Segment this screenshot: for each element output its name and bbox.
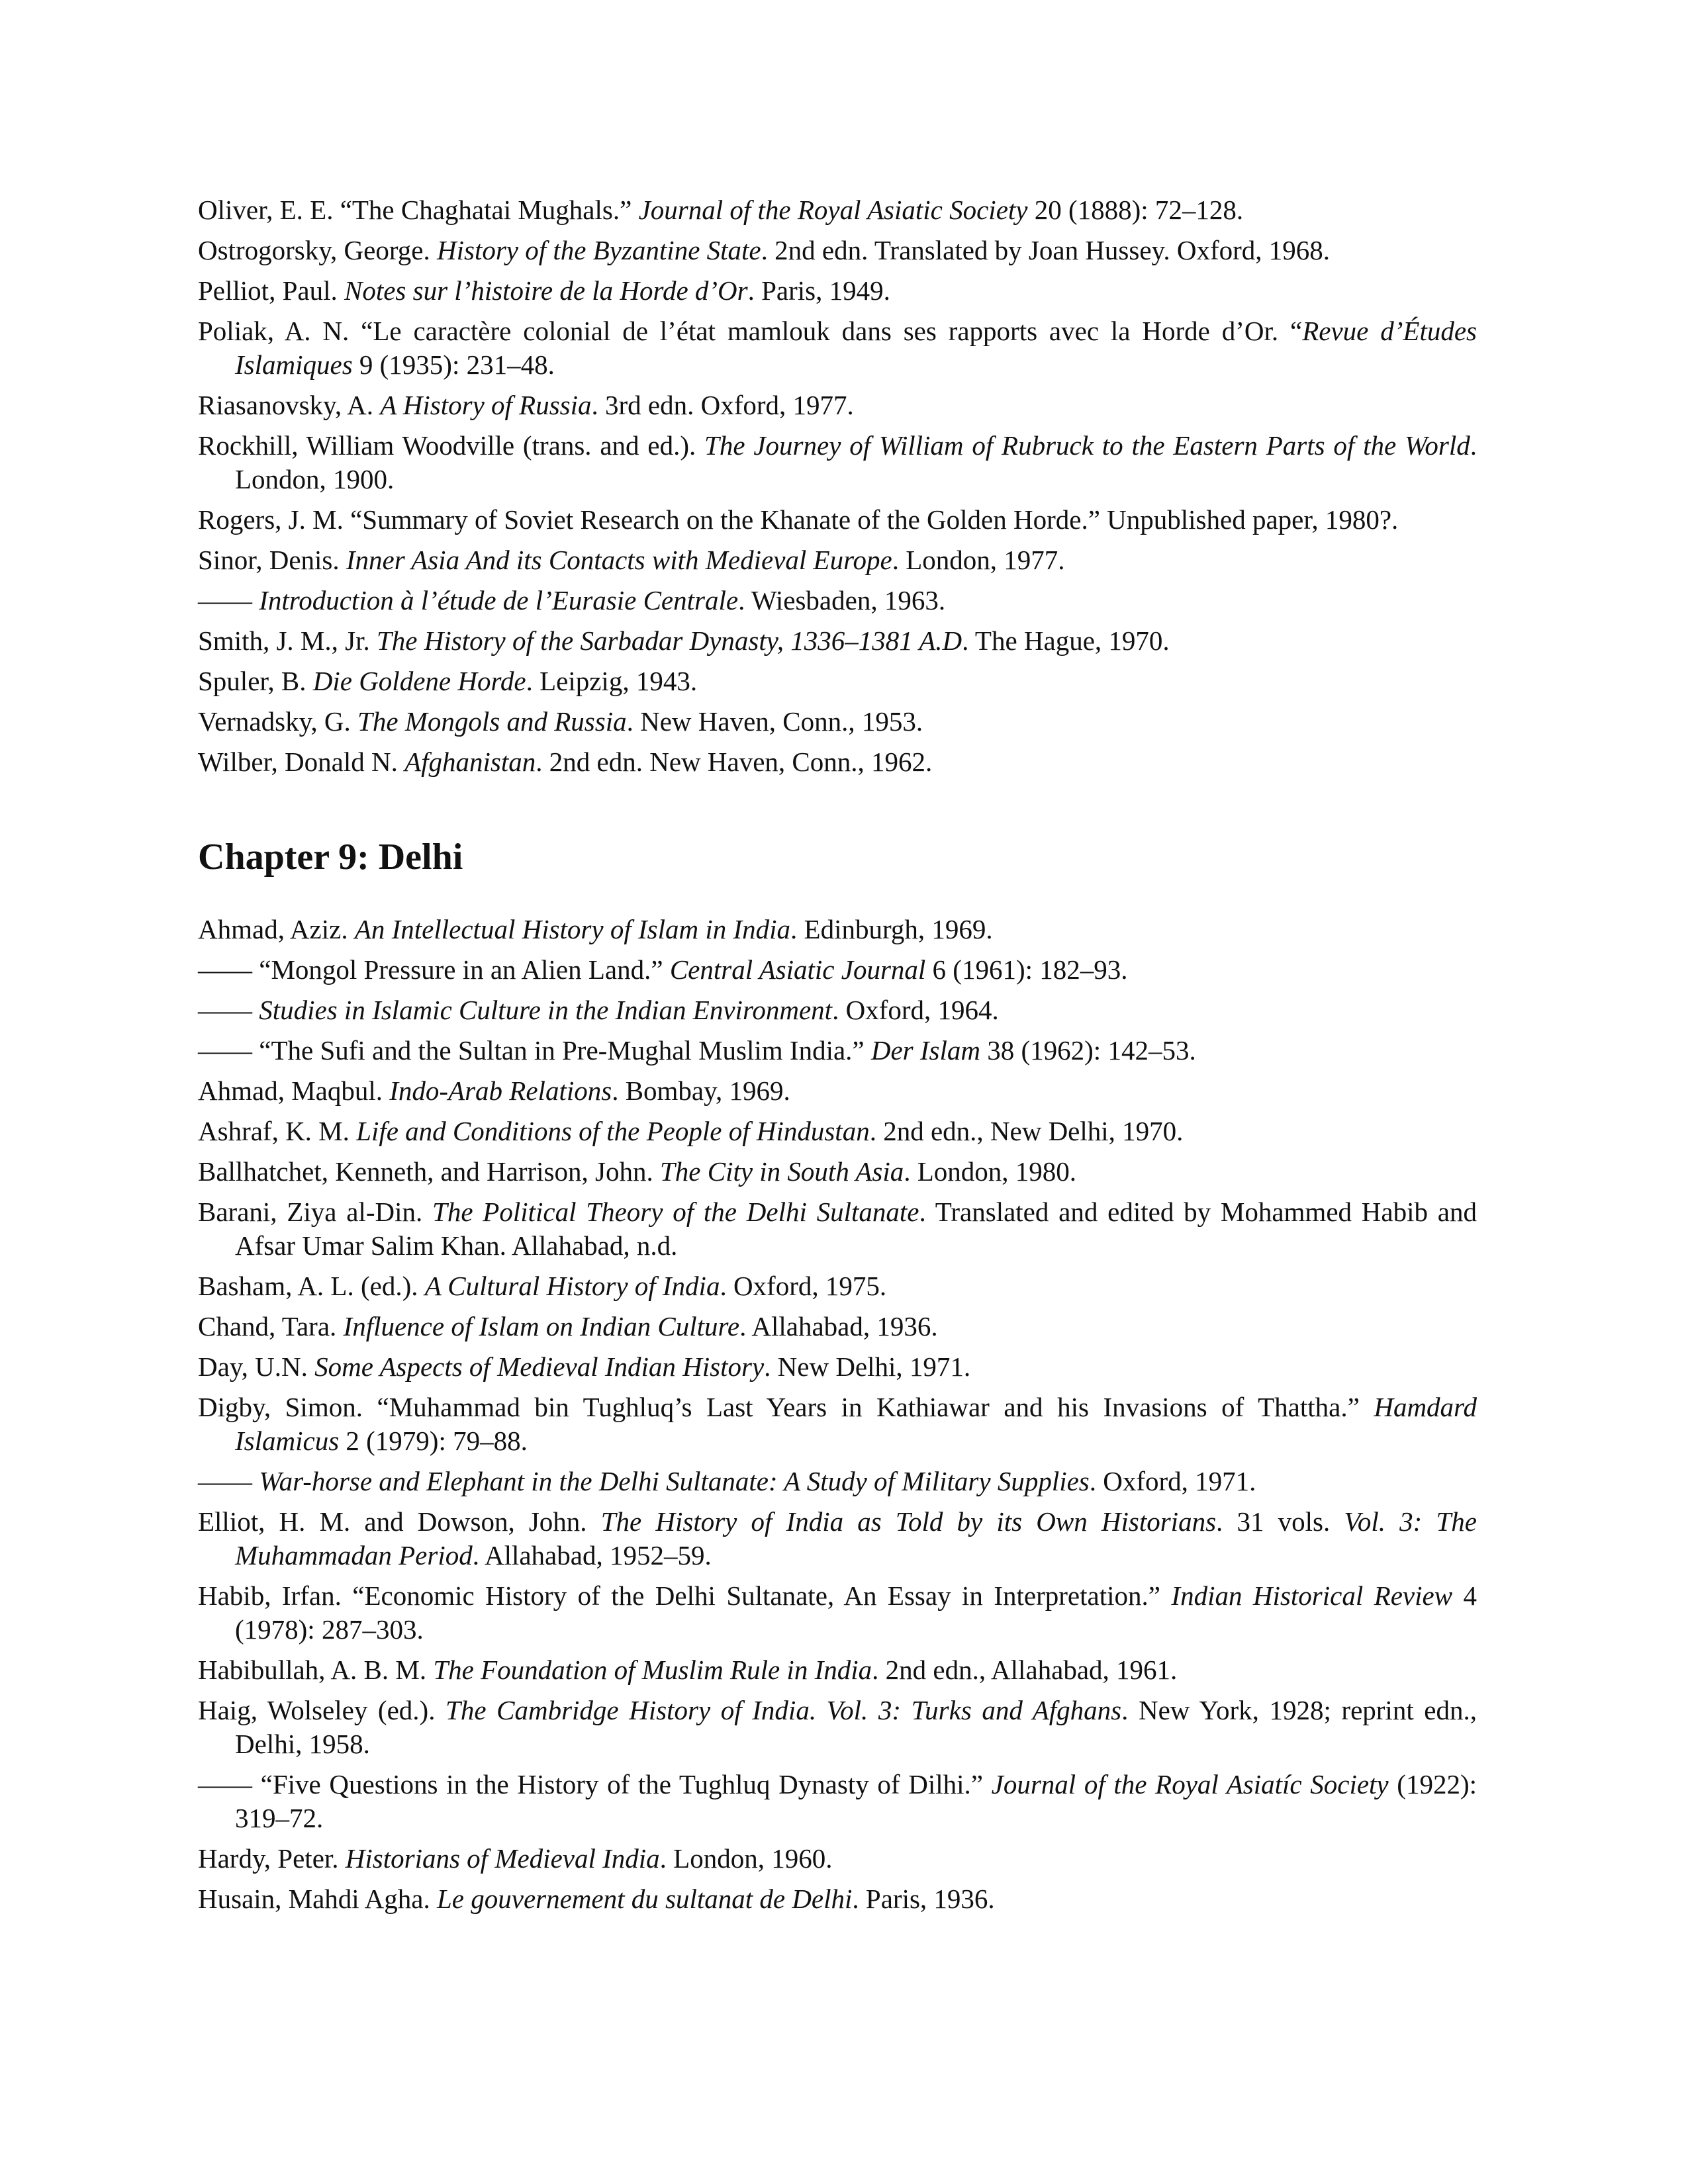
entry-text: Sinor, Denis. (198, 545, 346, 575)
entry-text: . Paris, 1936. (852, 1884, 995, 1914)
entry-text: Elliot, H. M. and Dowson, John. (198, 1506, 601, 1537)
entry-text: 38 (1962): 142–53. (980, 1035, 1196, 1066)
entry-text: . Edinburgh, 1969. (790, 914, 993, 944)
entry-text: Hardy, Peter. (198, 1843, 346, 1874)
entry-text: 6 (1961): 182–93. (925, 954, 1128, 985)
bibliography-entry (198, 1390, 1477, 1458)
entry-title: Revue d’Études Islamiques (235, 316, 1477, 380)
entry-text: Barani, Ziya al-Din. (198, 1197, 433, 1227)
bibliography-entry (198, 1505, 1477, 1572)
entry-text: . London, 1980. (904, 1156, 1077, 1187)
chapter-heading: Chapter 9: Delhi (198, 837, 463, 878)
entry-title: The Political Theory of the Delhi Sultanate (432, 1197, 919, 1227)
entry-title: Central Asiatic Journal (669, 954, 926, 985)
bibliography-entry (198, 503, 1477, 537)
entry-text: Rockhill, William Woodville (trans. and ed.). (198, 430, 705, 461)
bibliography-entry (198, 1842, 1477, 1876)
entry-text: (1922): 319–72. (235, 1769, 1477, 1833)
bibliography-entry (198, 1882, 1477, 1916)
entry-text: —— “The Sufi and the Sultan in Pre-Mughal Muslim India.” (198, 1035, 871, 1066)
entry-text: . Wiesbaden, 1963. (738, 585, 946, 615)
entry-text: . The Hague, 1970. (962, 625, 1170, 656)
entry-text: 4 (1978): 287–303. (235, 1580, 1477, 1645)
entry-title: Some Aspects of Medieval Indian History (314, 1351, 765, 1382)
bibliography-entry (198, 1074, 1477, 1108)
entry-text: . Oxford, 1971. (1089, 1466, 1256, 1496)
entry-title: Indian Historical Review (1171, 1580, 1453, 1611)
bibliography-entry (198, 1350, 1477, 1384)
entry-text: Ashraf, K. M. (198, 1116, 357, 1146)
entry-text: . New Haven, Conn., 1953. (626, 706, 923, 737)
entry-title: Hamdard Islamicus (235, 1392, 1477, 1456)
entry-title: Indo-Arab Relations (389, 1075, 612, 1106)
entry-text: . Allahabad, 1936. (739, 1311, 938, 1342)
entry-text: . Paris, 1949. (747, 275, 890, 306)
entry-text: . 2nd edn. New Haven, Conn., 1962. (536, 747, 933, 777)
entry-text: Oliver, E. E. “The Chaghatai Mughals.” (198, 195, 639, 225)
entry-title: A History of Russia (380, 390, 592, 420)
entry-text: Spuler, B. (198, 666, 313, 696)
entry-text: . 2nd edn., New Delhi, 1970. (869, 1116, 1184, 1146)
entry-text: . London, 1900. (235, 430, 1477, 494)
entry-text: —— (198, 1466, 259, 1496)
entry-text: Pelliot, Paul. (198, 275, 344, 306)
entry-text: . Allahabad, 1952–59. (472, 1540, 712, 1570)
entry-title: The Mongols and Russia (357, 706, 627, 737)
entry-text: Digby, Simon. “Muhammad bin Tughluq’s Last Years in Kathiawar and his Invasions of Thattha.” (198, 1392, 1374, 1422)
bibliography-entry (198, 913, 1477, 946)
entry-title: Journal of the Royal Asiatic Society (638, 195, 1028, 225)
entry-text: . New Delhi, 1971. (764, 1351, 971, 1382)
entry-title: War-horse and Elephant in the Delhi Sultanate: A Study of Military Supplies (259, 1466, 1090, 1496)
bibliography-entry (198, 953, 1477, 987)
entry-text: . Bombay, 1969. (612, 1075, 790, 1106)
bibliography-entry (198, 193, 1477, 227)
entry-title: The History of India as Told by its Own Historians (600, 1506, 1217, 1537)
entry-text: Rogers, J. M. “Summary of Soviet Research on the Khanate of the Golden Horde.” Unpublished paper, 1980?. (198, 504, 1399, 535)
entry-title: Le gouvernement du sultanat de Delhi (437, 1884, 853, 1914)
entry-title: Vol. 3: The Muhammadan Period (235, 1506, 1477, 1570)
bibliography-entry (198, 1694, 1477, 1761)
bibliography-entry (198, 314, 1477, 382)
bibliography-entry (198, 234, 1477, 267)
bibliography-entry (198, 705, 1477, 739)
bibliography-entry (198, 1269, 1477, 1303)
entry-text: 2 (1979): 79–88. (339, 1426, 528, 1456)
entry-title: Life and Conditions of the People of Hindustan (356, 1116, 870, 1146)
entry-list (198, 913, 1477, 1916)
entry-title: A Cultural History of India (424, 1271, 720, 1301)
entry-text: . Translated and edited by Mohammed Habib and Afsar Umar Salim Khan. Allahabad, n.d. (235, 1197, 1477, 1261)
entry-text: . Oxford, 1975. (720, 1271, 887, 1301)
entry-text: —— (198, 995, 259, 1025)
entry-text: Habib, Irfan. “Economic History of the Delhi Sultanate, An Essay in Interpretation.” (198, 1580, 1172, 1611)
entry-text: Wilber, Donald N. (198, 747, 405, 777)
bibliography-entry (198, 388, 1477, 422)
entry-text: Husain, Mahdi Agha. (198, 1884, 437, 1914)
entry-title: The Journey of William of Rubruck to the Eastern Parts of the World (704, 430, 1470, 461)
entry-text: Ballhatchet, Kenneth, and Harrison, John. (198, 1156, 660, 1187)
entry-text: . Oxford, 1964. (832, 995, 999, 1025)
entry-title: The History of the Sarbadar Dynasty, 1336–1381 A.D (376, 625, 962, 656)
entry-text: Ostrogorsky, George. (198, 235, 437, 265)
entry-title: Afghanistan (404, 747, 536, 777)
entry-text: Day, U.N. (198, 1351, 315, 1382)
entry-text: 9 (1935): 231–48. (352, 349, 555, 380)
bibliography-entry (198, 664, 1477, 698)
entry-list (198, 193, 1477, 779)
bibliography-entry (198, 274, 1477, 308)
entry-title: Studies in Islamic Culture in the Indian Environment (259, 995, 833, 1025)
entry-text: Chand, Tara. (198, 1311, 344, 1342)
bibliography-entry (198, 1155, 1477, 1189)
entry-text: Basham, A. L. (ed.). (198, 1271, 425, 1301)
bibliography-entry (198, 624, 1477, 658)
entry-text: . New York, 1928; reprint edn., Delhi, 1958. (235, 1695, 1477, 1759)
bibliography-entry (198, 543, 1477, 577)
bibliography-entry (198, 584, 1477, 617)
entry-title: Inner Asia And its Contacts with Medieval Europe (346, 545, 892, 575)
bibliography-entry (198, 1465, 1477, 1498)
entry-text: Poliak, A. N. “Le caractère colonial de l’état mamlouk dans ses rapports avec la Horde d’Or. “ (198, 316, 1303, 346)
bibliography-entry (198, 993, 1477, 1027)
entry-text: —— “Five Questions in the History of the Tughluq Dynasty of Dilhi.” (198, 1769, 992, 1799)
bibliography-entry (198, 1115, 1477, 1148)
entry-text: . 2nd edn. Translated by Joan Hussey. Oxford, 1968. (761, 235, 1331, 265)
bibliography-entry (198, 1310, 1477, 1343)
entry-title: The Cambridge History of India. Vol. 3: Turks and Afghans (445, 1695, 1122, 1725)
bibliography-entry (198, 1653, 1477, 1687)
entry-text: Habibullah, A. B. M. (198, 1655, 434, 1685)
entry-text: Ahmad, Maqbul. (198, 1075, 390, 1106)
entry-text: 20 (1888): 72–128. (1027, 195, 1244, 225)
entry-title: Die Goldene Horde (312, 666, 526, 696)
entry-text: . Leipzig, 1943. (526, 666, 698, 696)
bibliography-entry (198, 1579, 1477, 1647)
entry-text: —— (198, 585, 259, 615)
entry-text: . London, 1960. (659, 1843, 833, 1874)
bibliography-entry (198, 1768, 1477, 1835)
entry-title: Notes sur l’histoire de la Horde d’Or (344, 275, 748, 306)
bibliography-section-delhi (198, 913, 1477, 1916)
entry-text: . 31 vols. (1216, 1506, 1344, 1537)
entry-title: The City in South Asia (659, 1156, 904, 1187)
bibliography-entry (198, 429, 1477, 496)
entry-title: Historians of Medieval India (345, 1843, 660, 1874)
entry-text: —— “Mongol Pressure in an Alien Land.” (198, 954, 670, 985)
entry-title: History of the Byzantine State (436, 235, 761, 265)
entry-text: . London, 1977. (892, 545, 1065, 575)
bibliography-entry (198, 745, 1477, 779)
entry-text: Riasanovsky, A. (198, 390, 381, 420)
entry-text: Ahmad, Aziz. (198, 914, 355, 944)
bibliography-entry (198, 1195, 1477, 1263)
entry-text: Haig, Wolseley (ed.). (198, 1695, 446, 1725)
entry-text: . 3rd edn. Oxford, 1977. (591, 390, 854, 420)
entry-title: Influence of Islam on Indian Culture (343, 1311, 740, 1342)
entry-title: Journal of the Royal Asiatíc Society (991, 1769, 1389, 1799)
entry-text: Vernadsky, G. (198, 706, 358, 737)
bibliography-page (198, 193, 1477, 1923)
entry-title: The Foundation of Muslim Rule in India (433, 1655, 872, 1685)
entry-text: Smith, J. M., Jr. (198, 625, 377, 656)
bibliography-entry (198, 1034, 1477, 1068)
entry-title: Introduction à l’étude de l’Eurasie Centrale (259, 585, 739, 615)
bibliography-section-previous (198, 193, 1477, 779)
entry-text: . 2nd edn., Allahabad, 1961. (872, 1655, 1178, 1685)
entry-title: An Intellectual History of Islam in India (354, 914, 791, 944)
entry-title: Der Islam (870, 1035, 980, 1066)
